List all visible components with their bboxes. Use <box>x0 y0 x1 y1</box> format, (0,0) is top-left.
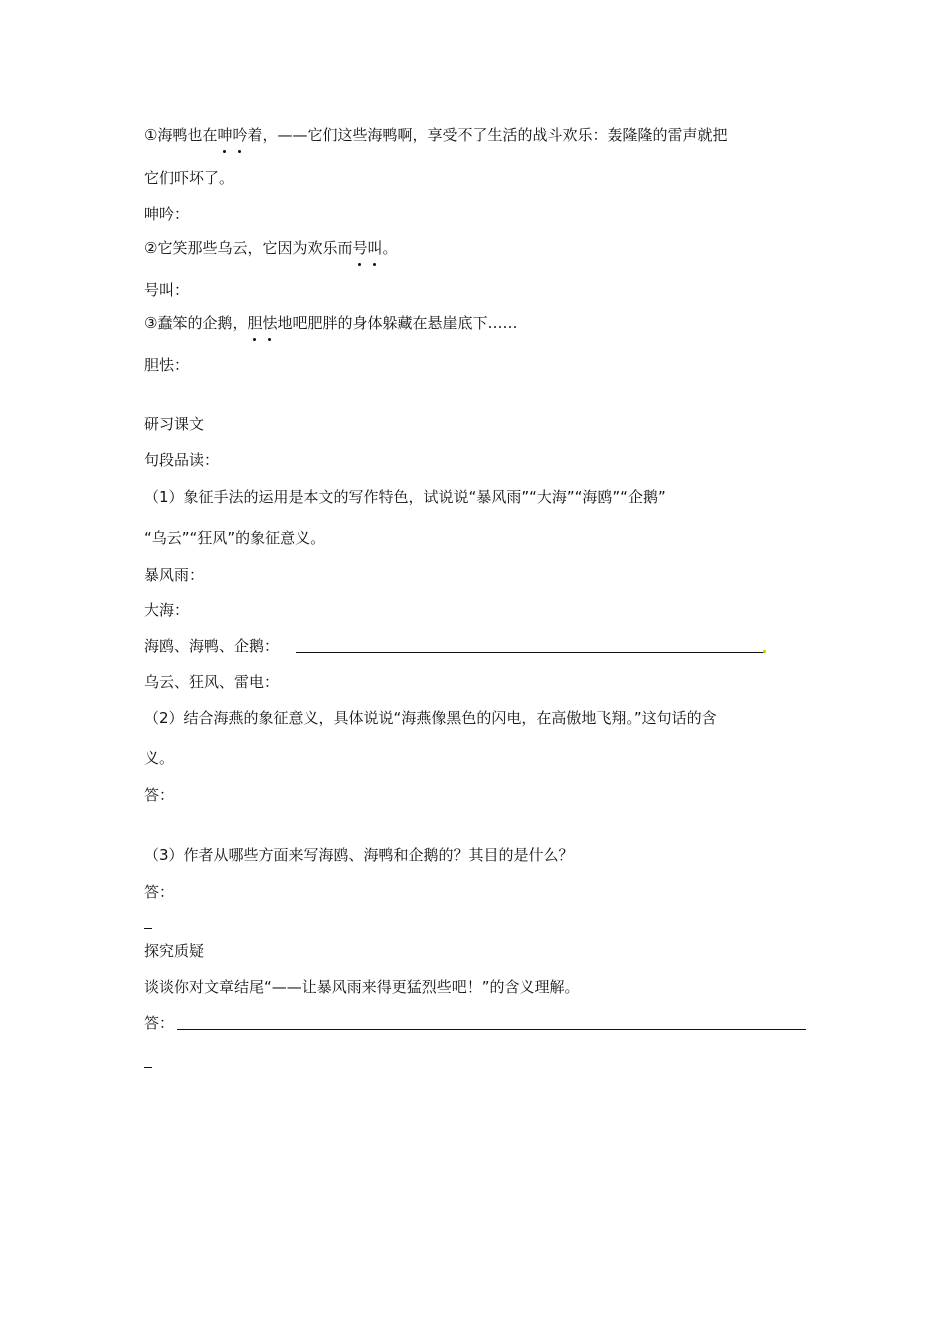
q1-sentence-line1 <box>144 125 728 145</box>
q3-word-label: 胆怯： <box>144 356 190 374</box>
q2-dotted-char-2: 叫 <box>367 239 383 257</box>
q2-word-label: 号叫： <box>144 281 190 299</box>
q2-dotted-char-1: 号 <box>352 239 368 257</box>
study-q2-line1: （2）结合海燕的象征意义，具体说说“海燕像黑色的闪电，在高傲地飞翔。”这句话的含 <box>144 709 717 727</box>
answer-dash-1 <box>144 928 152 929</box>
explore-answer-line[interactable] <box>177 1029 806 1030</box>
study-q3-answer-label: 答： <box>144 883 175 901</box>
q2-sentence <box>144 238 398 258</box>
study-q2-answer-label: 答： <box>144 786 175 804</box>
symbol-clouds-label: 乌云、狂风、雷电： <box>144 673 280 691</box>
q2-text-a: ②它笑那些乌云，它因为欢乐而 <box>144 239 353 257</box>
symbol-sea-label: 大海： <box>144 601 190 619</box>
study-q1-line2: “乌云”“狂风”的象征意义。 <box>144 529 326 547</box>
explore-heading: 探究质疑 <box>144 942 205 960</box>
q3-dotted-char-2: 怯 <box>262 314 278 332</box>
q2-text-b: 。 <box>382 239 398 257</box>
q1-sentence-line2: 它们吓坏了。 <box>144 169 235 187</box>
symbol-storm-label: 暴风雨： <box>144 566 205 584</box>
q1-dotted-char-1: 呻 <box>217 126 233 144</box>
q3-text-b: 地吧肥胖的身体躲藏在悬崖底下…… <box>277 314 518 332</box>
study-subheading: 句段品读： <box>144 451 220 469</box>
study-q1-line1: （1）象征手法的运用是本文的写作特色，试说说“暴风雨”“大海”“海鸥”“企鹅” <box>144 488 666 506</box>
q3-dotted-char-1: 胆 <box>247 314 263 332</box>
study-q3: （3）作者从哪些方面来写海鸥、海鸭和企鹅的？其目的是什么？ <box>144 846 574 864</box>
study-q2-line2: 义。 <box>144 749 175 767</box>
q1-word-label: 呻吟： <box>144 205 190 223</box>
answer-dash-2 <box>144 1067 152 1068</box>
explore-question: 谈谈你对文章结尾“——让暴风雨来得更猛烈些吧！”的含义理解。 <box>144 978 580 996</box>
q3-text-a: ③蠢笨的企鹅， <box>144 314 248 332</box>
symbol-birds-answer-line[interactable] <box>296 652 764 653</box>
ink-mark <box>763 650 766 653</box>
q1-text-a: ①海鸭也在 <box>144 126 218 144</box>
explore-answer-label: 答： <box>144 1014 175 1032</box>
q3-sentence <box>144 313 518 333</box>
q1-text-b: 着，——它们这些海鸭啊，享受不了生活的战斗欢乐：轰隆隆的雷声就把 <box>247 126 728 144</box>
q1-dotted-char-2: 吟 <box>232 126 248 144</box>
study-heading: 研习课文 <box>144 415 205 433</box>
symbol-birds-label: 海鸥、海鸭、企鹅： <box>144 637 280 655</box>
